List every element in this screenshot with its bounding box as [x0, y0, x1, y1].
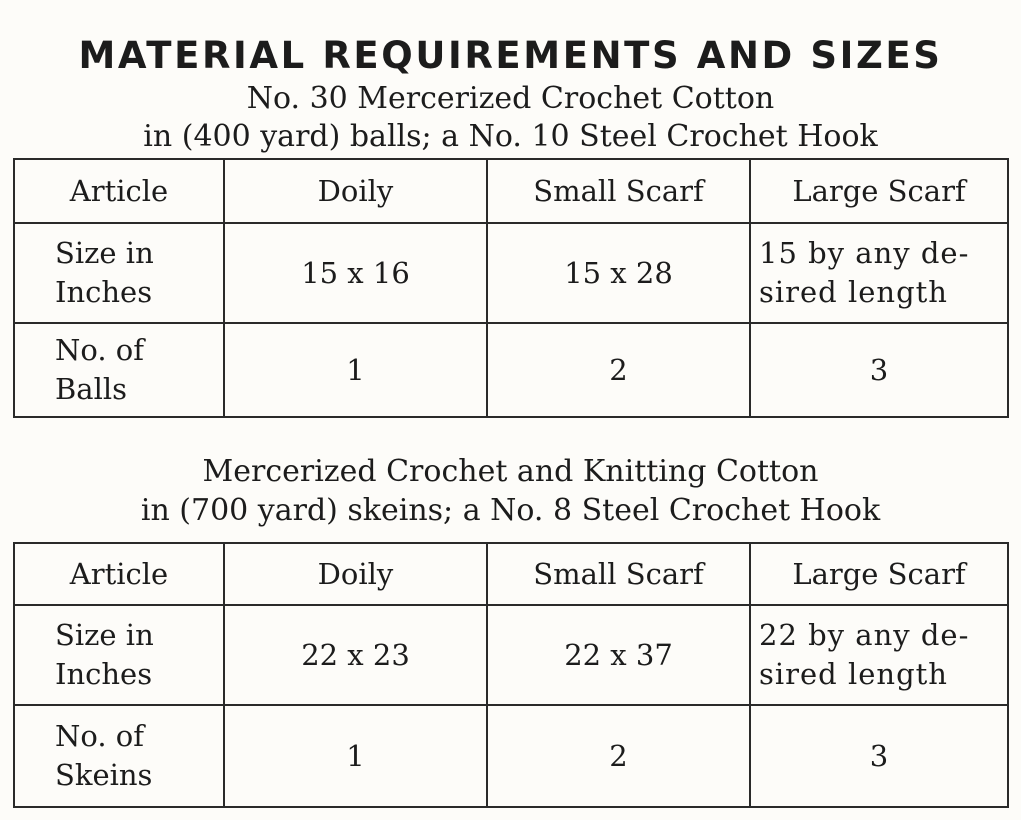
cell-doily-balls: 1	[224, 323, 487, 417]
section2-hook-line: in (700 yard) skeins; a No. 8 Steel Crochet Hook	[140, 493, 881, 528]
row-label-size: Size in Inches	[14, 223, 224, 323]
cell-small-scarf-skeins: 2	[487, 705, 750, 807]
header-article: Article	[14, 159, 224, 223]
header-article: Article	[14, 543, 224, 605]
header-doily: Doily	[224, 159, 487, 223]
table-row-size	[14, 605, 1008, 705]
requirements-table-balls	[13, 158, 1009, 418]
cell-small-scarf-size: 22 x 37	[487, 605, 750, 705]
cell-large-scarf-size: 15 by any de- sired length	[750, 223, 1008, 323]
cell-large-scarf-balls: 3	[750, 323, 1008, 417]
requirements-table-skeins	[13, 542, 1009, 808]
header-large-scarf: Large Scarf	[750, 543, 1008, 605]
row-label-size: Size in Inches	[14, 605, 224, 705]
row-label-balls: No. of Balls	[14, 323, 224, 417]
header-small-scarf: Small Scarf	[487, 159, 750, 223]
cell-doily-size: 22 x 23	[224, 605, 487, 705]
cell-doily-skeins: 1	[224, 705, 487, 807]
cell-doily-size: 15 x 16	[224, 223, 487, 323]
table-row-size	[14, 223, 1008, 323]
cell-small-scarf-balls: 2	[487, 323, 750, 417]
header-large-scarf: Large Scarf	[750, 159, 1008, 223]
row-label-skeins: No. of Skeins	[14, 705, 224, 807]
header-small-scarf: Small Scarf	[487, 543, 750, 605]
cell-small-scarf-size: 15 x 28	[487, 223, 750, 323]
page-title: MATERIAL REQUIREMENTS AND SIZES	[78, 34, 943, 77]
table-row-balls	[14, 323, 1008, 417]
table-header-row	[14, 159, 1008, 223]
table-header-row	[14, 543, 1008, 605]
table-row-skeins	[14, 705, 1008, 807]
header-doily: Doily	[224, 543, 487, 605]
section1-hook-line: in (400 yard) balls; a No. 10 Steel Crochet Hook	[143, 119, 878, 154]
section2-material-line: Mercerized Crochet and Knitting Cotton	[202, 454, 819, 489]
cell-large-scarf-skeins: 3	[750, 705, 1008, 807]
section1-material-line: No. 30 Mercerized Crochet Cotton	[246, 81, 775, 116]
cell-large-scarf-size: 22 by any de- sired length	[750, 605, 1008, 705]
